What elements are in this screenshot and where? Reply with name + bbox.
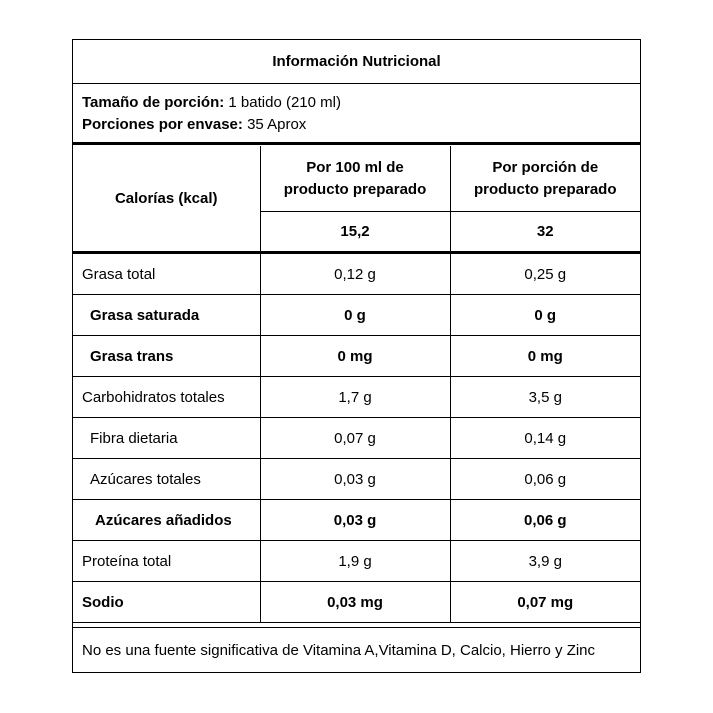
serving-size-line [82,92,640,114]
nutrient-per-100ml: 0,03 g [260,459,450,500]
nutrient-row-grasa-trans [73,336,640,377]
nutrient-name: Fibra dietaria [73,418,260,459]
nutrient-per-serving: 0 g [450,295,640,336]
nutrient-per-100ml: 0,12 g [260,253,450,295]
nutrient-per-serving: 0,06 g [450,459,640,500]
calories-per-100ml: 15,2 [260,212,450,253]
nutrient-per-serving: 0,06 g [450,500,640,541]
nutrient-per-100ml: 0,03 g [260,500,450,541]
nutrient-row-proteina [73,541,640,582]
nutrient-name: Grasa trans [73,336,260,377]
column-header-per-serving [450,146,640,212]
col2-line2: producto preparado [473,180,617,198]
serving-size-value: 1 batido (210 ml) [224,94,341,111]
nutrient-name: Azúcares añadidos [73,500,260,541]
nutrient-row-fibra [73,418,640,459]
nutrient-name: Grasa saturada [73,295,260,336]
calories-label-text: Calorías (kcal) [114,189,218,207]
nutrient-per-100ml: 1,7 g [260,377,450,418]
col1-line2: producto preparado [283,180,427,198]
serving-info [73,83,640,145]
nutrient-name: Sodio [73,582,260,623]
nutrient-row-grasa-saturada [73,295,640,336]
nutrient-per-100ml: 0 g [260,295,450,336]
nutrient-row-azucares-anadidos [73,500,640,541]
nutrient-per-100ml: 0,03 mg [260,582,450,623]
nutrient-per-100ml: 1,9 g [260,541,450,582]
nutrition-table [73,146,640,623]
column-header-per-100ml [260,146,450,212]
serving-size-label: Tamaño de porción: [82,94,225,111]
nutrient-per-100ml: 0 mg [260,336,450,377]
nutrient-name: Carbohidratos totales [73,377,260,418]
nutrient-per-serving: 3,9 g [450,541,640,582]
nutrient-per-serving: 0 mg [450,336,640,377]
servings-per-container-label: Porciones por envase: [82,116,243,133]
nutrient-name: Azúcares totales [73,459,260,500]
servings-per-container-value: 35 Aprox [242,116,307,133]
nutrition-title: Información Nutricional [73,40,640,84]
nutrient-per-serving: 0,14 g [450,418,640,459]
nutrient-per-serving: 3,5 g [450,377,640,418]
nutrient-row-grasa-total [73,253,640,295]
calories-label [73,146,260,253]
calories-per-serving: 32 [450,212,640,253]
footer-note: No es una fuente significativa de Vitamina A,Vitamina D, Calcio, Hierro y Zinc [73,627,640,672]
nutrient-row-azucares-totales [73,459,640,500]
nutrient-per-serving: 0,07 mg [450,582,640,623]
nutrient-row-carbohidratos [73,377,640,418]
nutrient-name: Proteína total [73,541,260,582]
nutrition-facts-panel [72,39,641,673]
servings-per-container-line [82,114,640,136]
col2-line1: Por porción de [492,158,599,176]
col1-line1: Por 100 ml de [306,158,404,176]
nutrient-per-serving: 0,25 g [450,253,640,295]
nutrient-per-100ml: 0,07 g [260,418,450,459]
nutrient-name: Grasa total [73,253,260,295]
nutrient-row-sodio [73,582,640,623]
header-row [73,146,640,212]
